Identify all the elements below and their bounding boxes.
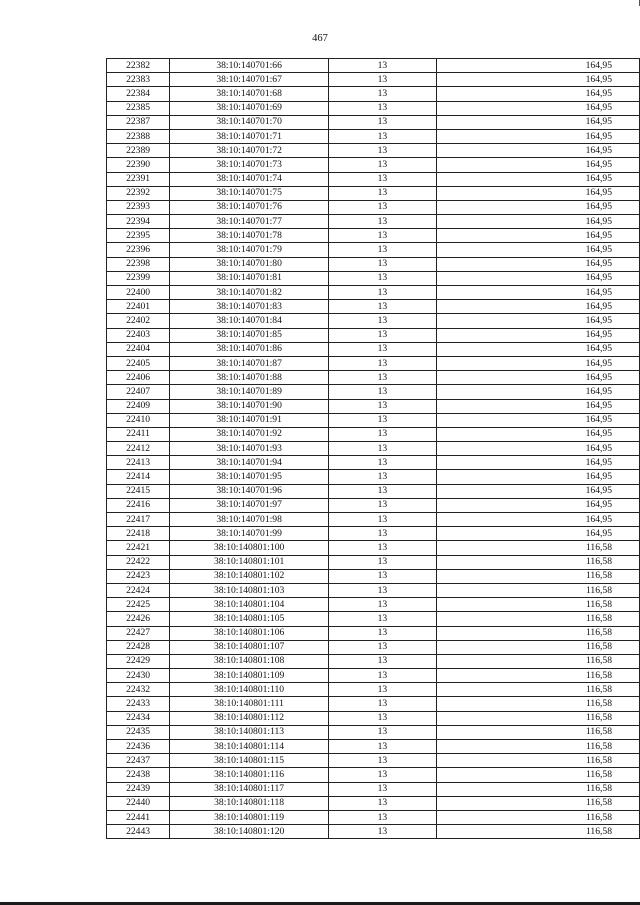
value-cell: 164,95 xyxy=(436,456,639,470)
row-number-cell: 22401 xyxy=(107,300,170,314)
cadastral-number-cell: 38:10:140801:116 xyxy=(170,768,329,782)
table-row xyxy=(107,825,640,839)
value-cell: 116,58 xyxy=(436,683,639,697)
table-row xyxy=(107,271,640,285)
row-number-cell: 22425 xyxy=(107,598,170,612)
code-cell: 13 xyxy=(329,810,437,824)
code-cell: 13 xyxy=(329,612,437,626)
cadastral-number-cell: 38:10:140801:107 xyxy=(170,640,329,654)
table-row xyxy=(107,186,640,200)
table-row xyxy=(107,286,640,300)
table-row xyxy=(107,442,640,456)
table-row xyxy=(107,598,640,612)
value-cell: 116,58 xyxy=(436,626,639,640)
value-cell: 116,58 xyxy=(436,541,639,555)
cadastral-number-cell: 38:10:140801:112 xyxy=(170,711,329,725)
value-cell: 164,95 xyxy=(436,513,639,527)
code-cell: 13 xyxy=(329,172,437,186)
table-row xyxy=(107,129,640,143)
cadastral-number-cell: 38:10:140801:100 xyxy=(170,541,329,555)
cadastral-number-cell: 38:10:140701:95 xyxy=(170,470,329,484)
cadastral-number-cell: 38:10:140701:86 xyxy=(170,342,329,356)
row-number-cell: 22441 xyxy=(107,810,170,824)
cadastral-number-cell: 38:10:140701:94 xyxy=(170,456,329,470)
cadastral-number-cell: 38:10:140701:66 xyxy=(170,59,329,73)
row-number-cell: 22394 xyxy=(107,215,170,229)
value-cell: 164,95 xyxy=(436,527,639,541)
code-cell: 13 xyxy=(329,541,437,555)
cadastral-number-cell: 38:10:140701:83 xyxy=(170,300,329,314)
table-row xyxy=(107,569,640,583)
code-cell: 13 xyxy=(329,371,437,385)
cadastral-number-cell: 38:10:140801:118 xyxy=(170,796,329,810)
value-cell: 116,58 xyxy=(436,569,639,583)
cadastral-number-cell: 38:10:140701:78 xyxy=(170,229,329,243)
cadastral-number-cell: 38:10:140701:91 xyxy=(170,413,329,427)
cadastral-number-cell: 38:10:140701:76 xyxy=(170,200,329,214)
table-row xyxy=(107,158,640,172)
value-cell: 116,58 xyxy=(436,796,639,810)
value-cell: 116,58 xyxy=(436,825,639,839)
value-cell: 164,95 xyxy=(436,271,639,285)
row-number-cell: 22395 xyxy=(107,229,170,243)
cadastral-number-cell: 38:10:140701:80 xyxy=(170,257,329,271)
code-cell: 13 xyxy=(329,413,437,427)
row-number-cell: 22393 xyxy=(107,200,170,214)
code-cell: 13 xyxy=(329,101,437,115)
table-row xyxy=(107,768,640,782)
row-number-cell: 22410 xyxy=(107,413,170,427)
code-cell: 13 xyxy=(329,740,437,754)
value-cell: 116,58 xyxy=(436,612,639,626)
row-number-cell: 22388 xyxy=(107,129,170,143)
table-row xyxy=(107,470,640,484)
code-cell: 13 xyxy=(329,569,437,583)
code-cell: 13 xyxy=(329,640,437,654)
value-cell: 164,95 xyxy=(436,413,639,427)
cadastral-number-cell: 38:10:140701:97 xyxy=(170,498,329,512)
row-number-cell: 22402 xyxy=(107,314,170,328)
row-number-cell: 22412 xyxy=(107,442,170,456)
cadastral-number-cell: 38:10:140801:105 xyxy=(170,612,329,626)
row-number-cell: 22383 xyxy=(107,73,170,87)
cadastral-number-cell: 38:10:140801:119 xyxy=(170,810,329,824)
code-cell: 13 xyxy=(329,243,437,257)
value-cell: 116,58 xyxy=(436,782,639,796)
cadastral-number-cell: 38:10:140701:75 xyxy=(170,186,329,200)
table-row xyxy=(107,527,640,541)
cadastral-number-cell: 38:10:140801:102 xyxy=(170,569,329,583)
row-number-cell: 22415 xyxy=(107,484,170,498)
table-row xyxy=(107,796,640,810)
row-number-cell: 22390 xyxy=(107,158,170,172)
cadastral-number-cell: 38:10:140701:70 xyxy=(170,115,329,129)
value-cell: 164,95 xyxy=(436,484,639,498)
code-cell: 13 xyxy=(329,470,437,484)
table-row xyxy=(107,583,640,597)
table-row xyxy=(107,654,640,668)
row-number-cell: 22385 xyxy=(107,101,170,115)
row-number-cell: 22414 xyxy=(107,470,170,484)
table-row xyxy=(107,669,640,683)
code-cell: 13 xyxy=(329,513,437,527)
value-cell: 164,95 xyxy=(436,115,639,129)
value-cell: 164,95 xyxy=(436,385,639,399)
cadastral-number-cell: 38:10:140701:92 xyxy=(170,427,329,441)
code-cell: 13 xyxy=(329,73,437,87)
cadastral-number-cell: 38:10:140801:109 xyxy=(170,669,329,683)
row-number-cell: 22409 xyxy=(107,399,170,413)
cadastral-number-cell: 38:10:140801:114 xyxy=(170,740,329,754)
table-body xyxy=(107,59,640,839)
code-cell: 13 xyxy=(329,598,437,612)
table-row xyxy=(107,413,640,427)
cadastral-number-cell: 38:10:140701:82 xyxy=(170,286,329,300)
code-cell: 13 xyxy=(329,427,437,441)
value-cell: 164,95 xyxy=(436,371,639,385)
code-cell: 13 xyxy=(329,158,437,172)
table-row xyxy=(107,215,640,229)
value-cell: 116,58 xyxy=(436,583,639,597)
row-number-cell: 22430 xyxy=(107,669,170,683)
row-number-cell: 22439 xyxy=(107,782,170,796)
table-row xyxy=(107,711,640,725)
code-cell: 13 xyxy=(329,583,437,597)
value-cell: 116,58 xyxy=(436,725,639,739)
value-cell: 164,95 xyxy=(436,158,639,172)
value-cell: 164,95 xyxy=(436,427,639,441)
row-number-cell: 22411 xyxy=(107,427,170,441)
row-number-cell: 22399 xyxy=(107,271,170,285)
code-cell: 13 xyxy=(329,555,437,569)
code-cell: 13 xyxy=(329,87,437,101)
value-cell: 164,95 xyxy=(436,300,639,314)
value-cell: 164,95 xyxy=(436,314,639,328)
row-number-cell: 22389 xyxy=(107,144,170,158)
table-row xyxy=(107,399,640,413)
row-number-cell: 22382 xyxy=(107,59,170,73)
table-row xyxy=(107,683,640,697)
cadastral-number-cell: 38:10:140801:101 xyxy=(170,555,329,569)
cadastral-number-cell: 38:10:140701:69 xyxy=(170,101,329,115)
cadastral-number-cell: 38:10:140701:73 xyxy=(170,158,329,172)
value-cell: 116,58 xyxy=(436,768,639,782)
table-row xyxy=(107,612,640,626)
code-cell: 13 xyxy=(329,356,437,370)
value-cell: 164,95 xyxy=(436,498,639,512)
row-number-cell: 22423 xyxy=(107,569,170,583)
table-row xyxy=(107,342,640,356)
value-cell: 164,95 xyxy=(436,59,639,73)
cadastral-number-cell: 38:10:140701:99 xyxy=(170,527,329,541)
code-cell: 13 xyxy=(329,271,437,285)
row-number-cell: 22433 xyxy=(107,697,170,711)
row-number-cell: 22398 xyxy=(107,257,170,271)
row-number-cell: 22416 xyxy=(107,498,170,512)
code-cell: 13 xyxy=(329,59,437,73)
value-cell: 164,95 xyxy=(436,328,639,342)
value-cell: 116,58 xyxy=(436,810,639,824)
table-row xyxy=(107,328,640,342)
code-cell: 13 xyxy=(329,683,437,697)
cadastral-number-cell: 38:10:140701:74 xyxy=(170,172,329,186)
cadastral-number-cell: 38:10:140801:110 xyxy=(170,683,329,697)
table-row xyxy=(107,144,640,158)
value-cell: 164,95 xyxy=(436,172,639,186)
value-cell: 164,95 xyxy=(436,73,639,87)
code-cell: 13 xyxy=(329,200,437,214)
table-row xyxy=(107,697,640,711)
code-cell: 13 xyxy=(329,711,437,725)
value-cell: 164,95 xyxy=(436,144,639,158)
code-cell: 13 xyxy=(329,314,437,328)
value-cell: 116,58 xyxy=(436,598,639,612)
cadastral-number-cell: 38:10:140801:103 xyxy=(170,583,329,597)
cadastral-number-cell: 38:10:140701:68 xyxy=(170,87,329,101)
value-cell: 164,95 xyxy=(436,399,639,413)
value-cell: 164,95 xyxy=(436,243,639,257)
table-row xyxy=(107,626,640,640)
cadastral-number-cell: 38:10:140801:106 xyxy=(170,626,329,640)
row-number-cell: 22434 xyxy=(107,711,170,725)
table-row xyxy=(107,243,640,257)
code-cell: 13 xyxy=(329,654,437,668)
table-row xyxy=(107,541,640,555)
value-cell: 116,58 xyxy=(436,669,639,683)
row-number-cell: 22435 xyxy=(107,725,170,739)
value-cell: 116,58 xyxy=(436,754,639,768)
value-cell: 164,95 xyxy=(436,229,639,243)
table-row xyxy=(107,371,640,385)
table-row xyxy=(107,257,640,271)
table-row xyxy=(107,427,640,441)
code-cell: 13 xyxy=(329,399,437,413)
value-cell: 164,95 xyxy=(436,257,639,271)
code-cell: 13 xyxy=(329,697,437,711)
cadastral-number-cell: 38:10:140701:72 xyxy=(170,144,329,158)
code-cell: 13 xyxy=(329,782,437,796)
value-cell: 116,58 xyxy=(436,555,639,569)
code-cell: 13 xyxy=(329,484,437,498)
table-row xyxy=(107,300,640,314)
code-cell: 13 xyxy=(329,328,437,342)
page-number: 467 xyxy=(312,33,328,44)
row-number-cell: 22404 xyxy=(107,342,170,356)
table-row xyxy=(107,640,640,654)
code-cell: 13 xyxy=(329,300,437,314)
code-cell: 13 xyxy=(329,342,437,356)
table-row xyxy=(107,782,640,796)
table-row xyxy=(107,200,640,214)
value-cell: 164,95 xyxy=(436,286,639,300)
code-cell: 13 xyxy=(329,527,437,541)
row-number-cell: 22391 xyxy=(107,172,170,186)
table-row xyxy=(107,101,640,115)
table-row xyxy=(107,356,640,370)
row-number-cell: 22432 xyxy=(107,683,170,697)
value-cell: 164,95 xyxy=(436,129,639,143)
row-number-cell: 22392 xyxy=(107,186,170,200)
row-number-cell: 22443 xyxy=(107,825,170,839)
code-cell: 13 xyxy=(329,669,437,683)
cadastral-number-cell: 38:10:140801:111 xyxy=(170,697,329,711)
code-cell: 13 xyxy=(329,825,437,839)
code-cell: 13 xyxy=(329,129,437,143)
cadastral-number-cell: 38:10:140701:87 xyxy=(170,356,329,370)
table-row xyxy=(107,810,640,824)
value-cell: 116,58 xyxy=(436,740,639,754)
row-number-cell: 22387 xyxy=(107,115,170,129)
value-cell: 164,95 xyxy=(436,442,639,456)
cadastral-number-cell: 38:10:140701:98 xyxy=(170,513,329,527)
row-number-cell: 22405 xyxy=(107,356,170,370)
cadastral-number-cell: 38:10:140701:81 xyxy=(170,271,329,285)
table-row xyxy=(107,87,640,101)
code-cell: 13 xyxy=(329,385,437,399)
row-number-cell: 22421 xyxy=(107,541,170,555)
table-row xyxy=(107,456,640,470)
row-number-cell: 22406 xyxy=(107,371,170,385)
table-row xyxy=(107,740,640,754)
value-cell: 116,58 xyxy=(436,711,639,725)
cadastral-number-cell: 38:10:140801:104 xyxy=(170,598,329,612)
cadastral-number-cell: 38:10:140701:96 xyxy=(170,484,329,498)
value-cell: 116,58 xyxy=(436,654,639,668)
cadastral-number-cell: 38:10:140701:79 xyxy=(170,243,329,257)
code-cell: 13 xyxy=(329,498,437,512)
cadastral-number-cell: 38:10:140701:93 xyxy=(170,442,329,456)
code-cell: 13 xyxy=(329,286,437,300)
row-number-cell: 22438 xyxy=(107,768,170,782)
code-cell: 13 xyxy=(329,768,437,782)
cadastral-number-cell: 38:10:140801:113 xyxy=(170,725,329,739)
cadastral-number-cell: 38:10:140701:84 xyxy=(170,314,329,328)
value-cell: 116,58 xyxy=(436,640,639,654)
row-number-cell: 22400 xyxy=(107,286,170,300)
code-cell: 13 xyxy=(329,257,437,271)
value-cell: 164,95 xyxy=(436,215,639,229)
value-cell: 164,95 xyxy=(436,200,639,214)
cadastral-number-cell: 38:10:140801:120 xyxy=(170,825,329,839)
data-table xyxy=(106,58,640,839)
row-number-cell: 22396 xyxy=(107,243,170,257)
table-row xyxy=(107,725,640,739)
table-row xyxy=(107,513,640,527)
cadastral-number-cell: 38:10:140701:89 xyxy=(170,385,329,399)
value-cell: 164,95 xyxy=(436,101,639,115)
row-number-cell: 22424 xyxy=(107,583,170,597)
table-row xyxy=(107,385,640,399)
row-number-cell: 22436 xyxy=(107,740,170,754)
row-number-cell: 22418 xyxy=(107,527,170,541)
row-number-cell: 22403 xyxy=(107,328,170,342)
value-cell: 164,95 xyxy=(436,470,639,484)
table-row xyxy=(107,754,640,768)
table-row xyxy=(107,498,640,512)
cadastral-number-cell: 38:10:140701:90 xyxy=(170,399,329,413)
value-cell: 164,95 xyxy=(436,356,639,370)
code-cell: 13 xyxy=(329,725,437,739)
table-row xyxy=(107,73,640,87)
row-number-cell: 22427 xyxy=(107,626,170,640)
code-cell: 13 xyxy=(329,626,437,640)
code-cell: 13 xyxy=(329,229,437,243)
code-cell: 13 xyxy=(329,456,437,470)
row-number-cell: 22440 xyxy=(107,796,170,810)
row-number-cell: 22407 xyxy=(107,385,170,399)
table-row xyxy=(107,555,640,569)
code-cell: 13 xyxy=(329,186,437,200)
row-number-cell: 22417 xyxy=(107,513,170,527)
table-row xyxy=(107,172,640,186)
table-row xyxy=(107,229,640,243)
row-number-cell: 22422 xyxy=(107,555,170,569)
value-cell: 116,58 xyxy=(436,697,639,711)
cadastral-number-cell: 38:10:140701:88 xyxy=(170,371,329,385)
row-number-cell: 22413 xyxy=(107,456,170,470)
cadastral-number-cell: 38:10:140801:108 xyxy=(170,654,329,668)
code-cell: 13 xyxy=(329,144,437,158)
row-number-cell: 22384 xyxy=(107,87,170,101)
row-number-cell: 22426 xyxy=(107,612,170,626)
code-cell: 13 xyxy=(329,442,437,456)
row-number-cell: 22428 xyxy=(107,640,170,654)
code-cell: 13 xyxy=(329,754,437,768)
value-cell: 164,95 xyxy=(436,87,639,101)
table-row xyxy=(107,314,640,328)
code-cell: 13 xyxy=(329,215,437,229)
cadastral-number-cell: 38:10:140701:77 xyxy=(170,215,329,229)
value-cell: 164,95 xyxy=(436,186,639,200)
row-number-cell: 22437 xyxy=(107,754,170,768)
table-row xyxy=(107,115,640,129)
cadastral-number-cell: 38:10:140801:115 xyxy=(170,754,329,768)
cadastral-number-cell: 38:10:140801:117 xyxy=(170,782,329,796)
row-number-cell: 22429 xyxy=(107,654,170,668)
value-cell: 164,95 xyxy=(436,342,639,356)
cadastral-number-cell: 38:10:140701:67 xyxy=(170,73,329,87)
code-cell: 13 xyxy=(329,796,437,810)
table-row xyxy=(107,484,640,498)
cadastral-number-cell: 38:10:140701:71 xyxy=(170,129,329,143)
cadastral-number-cell: 38:10:140701:85 xyxy=(170,328,329,342)
code-cell: 13 xyxy=(329,115,437,129)
table-row xyxy=(107,59,640,73)
